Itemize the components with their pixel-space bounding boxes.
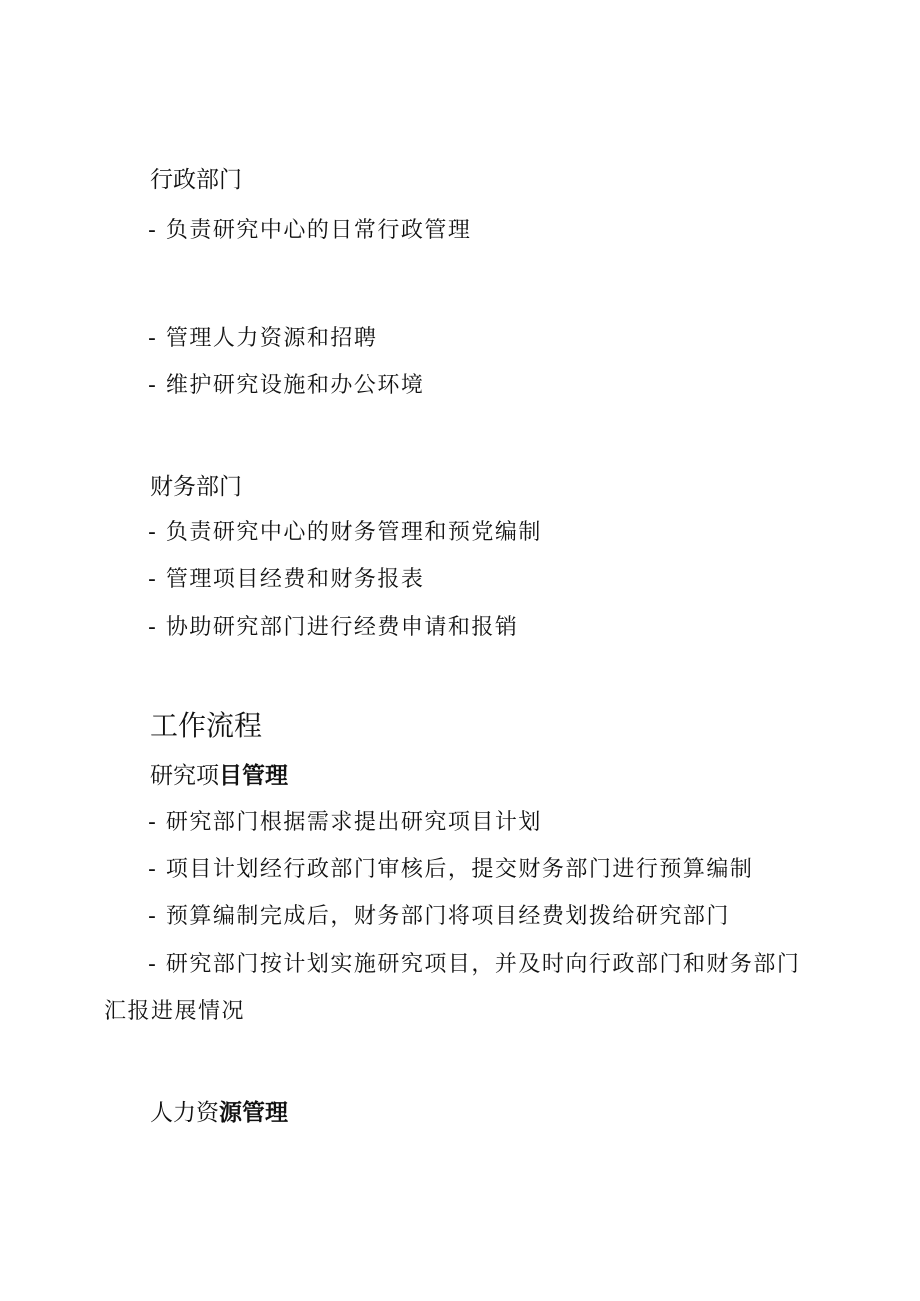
workflow-title: 工作流程 xyxy=(150,709,263,742)
admin-item-1: - 负责研究中心的日常行政管理 xyxy=(148,218,472,243)
hr-mgmt-heading-bold: 源管理 xyxy=(219,1100,288,1126)
admin-item-2: - 管理人力资源和招聘 xyxy=(148,326,378,351)
research-item-2: - 项目计划经行政部门审核后，提交财务部门进行预算编制 xyxy=(148,857,754,882)
research-mgmt-heading-prefix: 研究项 xyxy=(150,763,219,789)
research-item-1: - 研究部门根据需求提出研究项目计划 xyxy=(148,810,542,835)
finance-item-1: - 负责研究中心的财务管理和预党编制 xyxy=(148,520,542,545)
research-item-3: - 预算编制完成后，财务部门将项目经费划拨给研究部门 xyxy=(148,904,730,929)
hr-mgmt-heading xyxy=(150,1097,288,1129)
finance-item-3: - 协助研究部门进行经费申请和报销 xyxy=(148,615,519,640)
research-mgmt-heading-bold: 目管理 xyxy=(219,763,288,789)
admin-heading: 行政部门 xyxy=(150,167,242,193)
research-mgmt-heading xyxy=(150,760,288,792)
finance-heading: 财务部门 xyxy=(150,474,242,500)
hr-mgmt-heading-prefix: 人力资 xyxy=(150,1100,219,1126)
admin-item-3: - 维护研究设施和办公环境 xyxy=(148,373,425,398)
finance-item-2: - 管理项目经费和财务报表 xyxy=(148,567,425,592)
research-item-4: - 研究部门按计划实施研究项目，并及时向行政部门和财务部门 xyxy=(148,952,801,977)
research-item-4-continuation: 汇报进展情况 xyxy=(104,999,246,1024)
